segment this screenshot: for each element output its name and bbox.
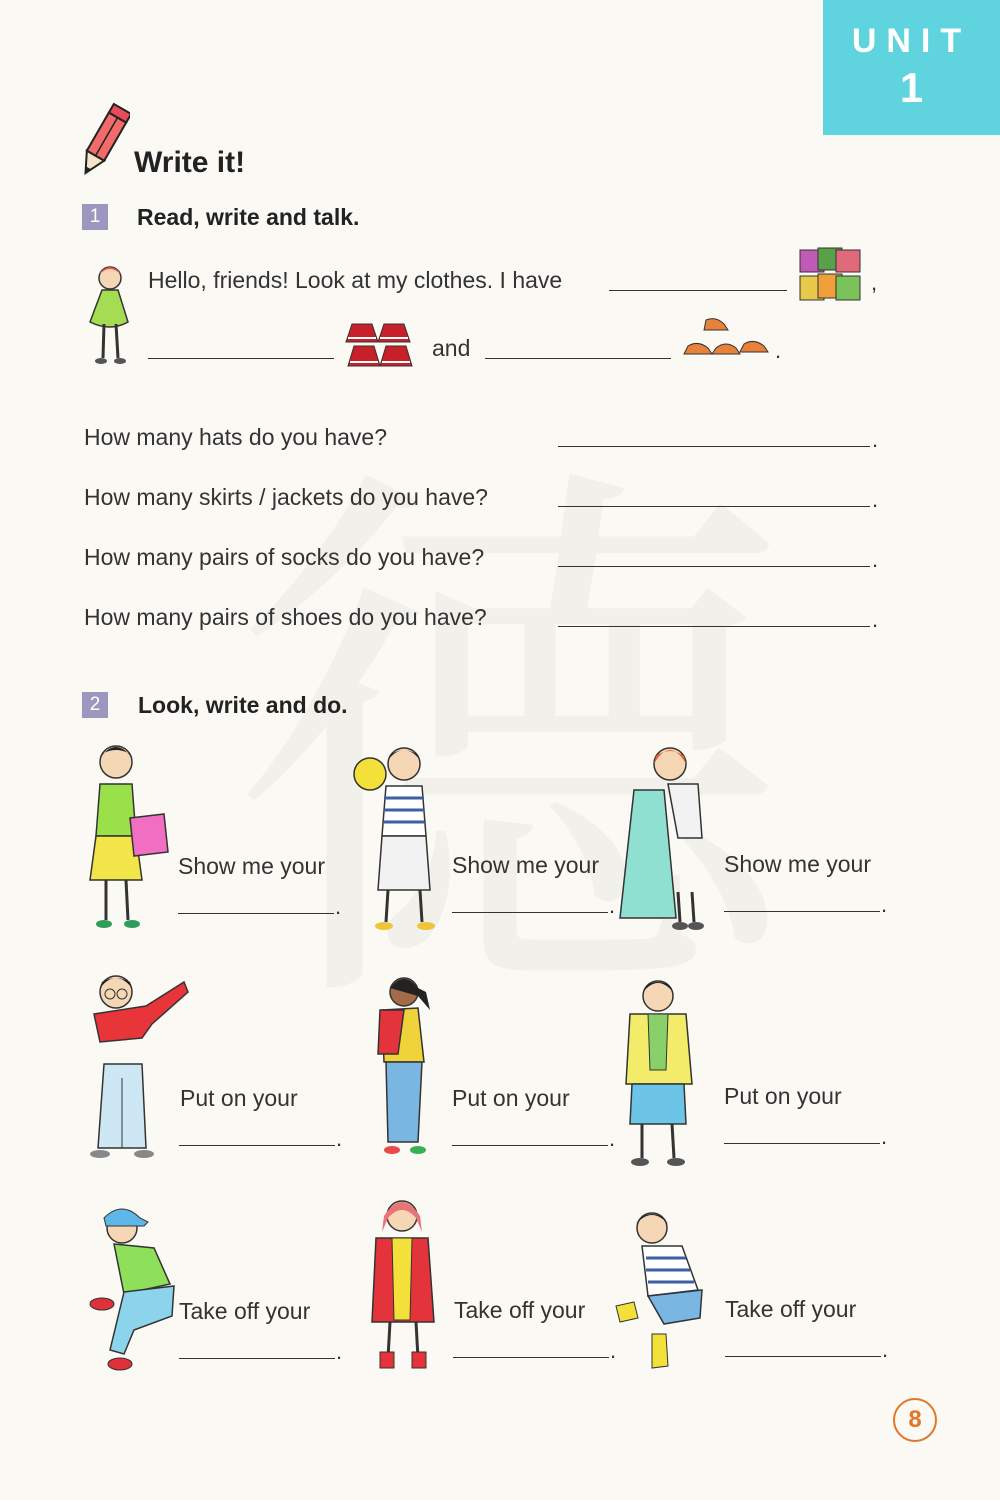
exercise-2-title: Look, write and do. (138, 692, 348, 718)
period-mark: . (872, 487, 879, 512)
girl-with-skirt-illustration (84, 740, 170, 932)
answer-blank[interactable] (179, 1145, 335, 1146)
instruction-text: Show me your (724, 851, 872, 877)
instruction-text: Put on your (180, 1085, 298, 1111)
answer-blank-q1[interactable] (558, 446, 870, 447)
instruction-text: Show me your (452, 852, 600, 878)
comma-mark: , (871, 270, 878, 295)
answer-blank[interactable] (178, 913, 334, 914)
question-socks: How many pairs of socks do you have? (84, 544, 485, 570)
period-mark: . (609, 893, 616, 918)
instruction-text: Take off your (179, 1298, 311, 1324)
period-mark: . (872, 607, 879, 632)
question-hats: How many hats do you have? (84, 424, 388, 450)
answer-blank-q3[interactable] (558, 566, 870, 567)
answer-blank-q2[interactable] (558, 506, 870, 507)
answer-blank-skirts[interactable] (148, 358, 334, 359)
answer-blank-q4[interactable] (558, 626, 870, 627)
girl-putting-on-jacket-illustration (374, 970, 438, 1164)
boy-taking-off-sock-illustration (612, 1206, 708, 1376)
watermark (170, 430, 850, 1070)
answer-blank[interactable] (725, 1356, 881, 1357)
instruction-text: Put on your (724, 1083, 842, 1109)
period-mark: . (882, 1337, 889, 1362)
instruction-text: Take off your (725, 1296, 857, 1322)
instruction-text: Take off your (454, 1297, 586, 1323)
answer-blank[interactable] (179, 1358, 335, 1359)
boy-taking-off-shoe-illustration (84, 1204, 178, 1376)
and-word: and (432, 335, 471, 361)
period-mark: . (336, 1126, 343, 1151)
boy-with-hat-illustration (352, 740, 444, 934)
girl-taking-off-coat-illustration (366, 1192, 442, 1376)
intro-sentence: Hello, friends! Look at my clothes. I have (148, 267, 563, 293)
period-mark: . (335, 894, 342, 919)
pencil-icon (78, 100, 130, 182)
answer-blank[interactable] (452, 1145, 608, 1146)
answer-blank[interactable] (452, 912, 608, 913)
jackets-icon (796, 246, 864, 304)
exercise-1-title: Read, write and talk. (137, 204, 360, 230)
girl-illustration (78, 262, 140, 370)
period-mark: . (872, 427, 879, 452)
instruction-text: Show me your (178, 853, 326, 879)
unit-label: UNIT (851, 22, 972, 60)
exercise-1-badge: 1 (82, 204, 108, 230)
instruction-text: Put on your (452, 1085, 570, 1111)
period-mark: . (872, 547, 879, 572)
unit-number: 1 (899, 64, 924, 111)
answer-blank-jackets[interactable] (609, 290, 787, 291)
page-number: 8 (893, 1398, 937, 1442)
answer-blank[interactable] (724, 1143, 880, 1144)
answer-blank[interactable] (453, 1357, 609, 1358)
exercise-2-badge: 2 (82, 692, 108, 718)
period-mark: . (610, 1338, 617, 1363)
period-mark: . (881, 1124, 888, 1149)
caps-icon (682, 316, 772, 364)
period-mark: . (336, 1339, 343, 1364)
skirts-icon (344, 318, 420, 370)
question-skirts-jackets: How many skirts / jackets do you have? (84, 484, 488, 510)
period-mark: . (609, 1126, 616, 1151)
girl-with-dress-illustration (618, 742, 710, 934)
boy-putting-on-shirt-illustration (84, 968, 194, 1168)
answer-blank-hats[interactable] (485, 358, 671, 359)
boy-putting-on-shirt-illustration-2 (622, 974, 694, 1168)
answer-blank[interactable] (724, 911, 880, 912)
period-mark: . (775, 338, 782, 363)
section-title: Write it! (134, 146, 246, 179)
period-mark: . (881, 892, 888, 917)
question-shoes: How many pairs of shoes do you have? (84, 604, 487, 630)
unit-tab (823, 0, 1000, 135)
